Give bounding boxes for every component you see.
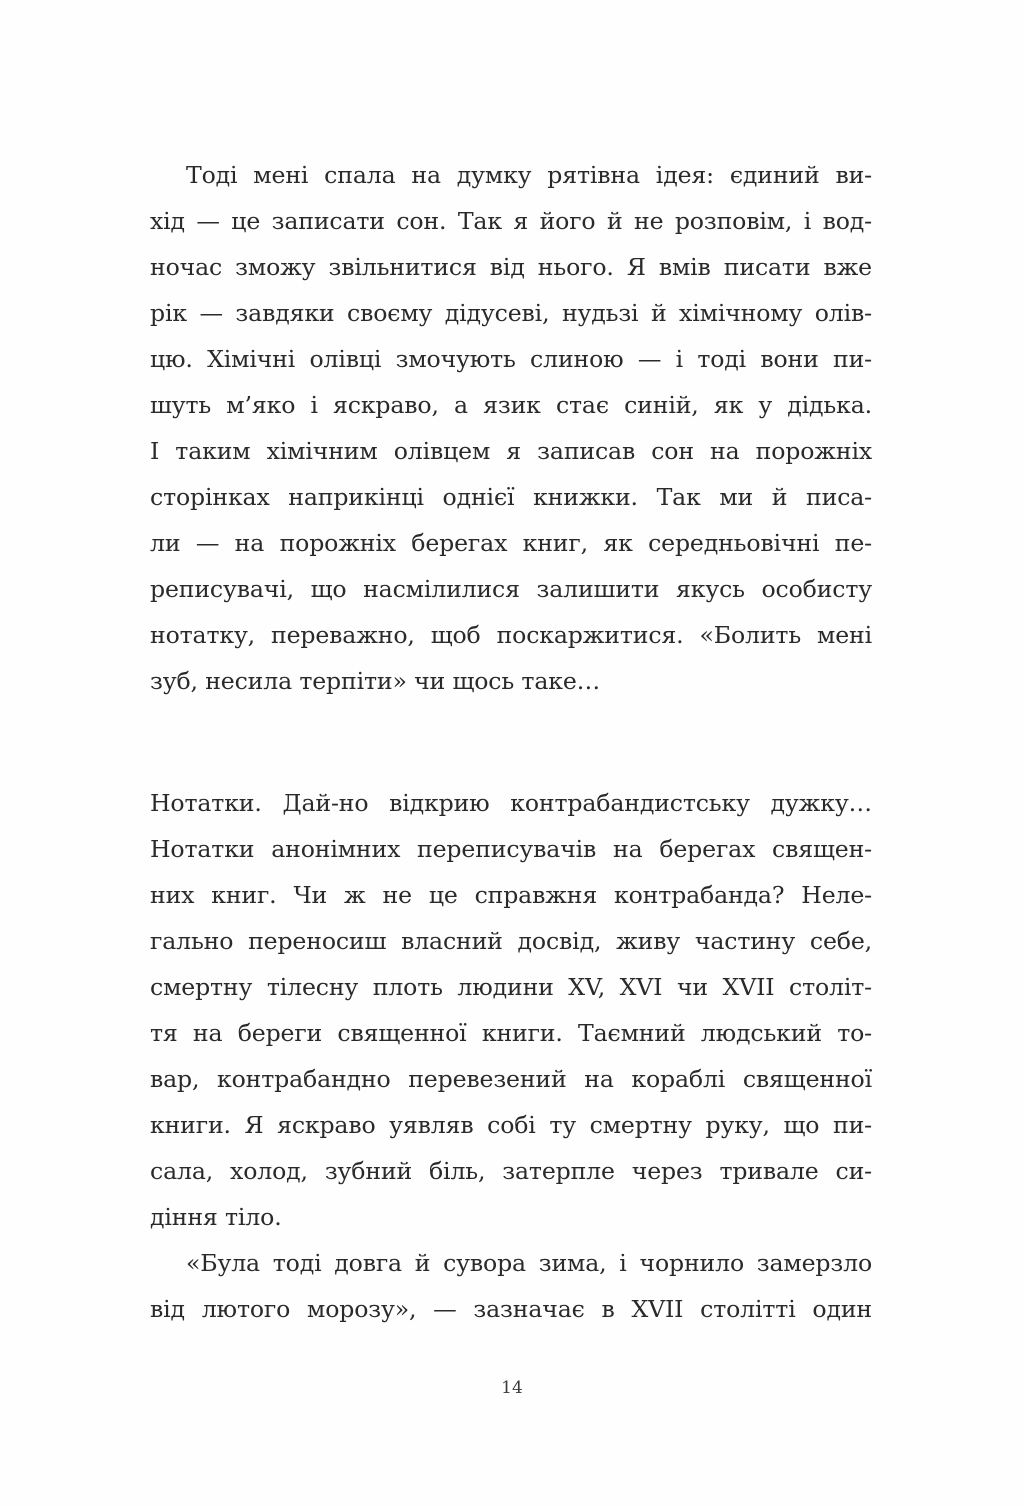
page-number: 14 <box>501 1378 523 1398</box>
text-line: вар, контрабандно перевезений на кораблі священної <box>150 1065 872 1093</box>
text-line: рік — завдяки своєму дідусеві, нудьзі й хімічному олів- <box>150 299 872 327</box>
text-line: «Була тоді довга й сувора зима, і чорнило замерзло <box>186 1249 872 1277</box>
text-line: сала, холод, зубний біль, затерпле через тривале си- <box>150 1157 872 1185</box>
text-line: нотатку, переважно, щоб поскаржитися. «Болить мені <box>150 621 872 649</box>
text-line: сторінках наприкінці однієї книжки. Так ми й писа- <box>150 483 872 511</box>
text-line: книги. Я яскраво уявляв собі ту смертну руку, що пи- <box>150 1111 872 1139</box>
text-line: від лютого морозу», — зазначає в XVII столітті один <box>150 1295 872 1323</box>
text-line: них книг. Чи ж не це справжня контрабанда? Нелe- <box>150 881 872 909</box>
text-line: І таким хімічним олівцем я записав сон на порожніх <box>150 437 872 465</box>
text-line: гально переносиш власний досвід, живу частину себе, <box>150 927 872 955</box>
text-line: Нотатки анонімних переписувачів на берегах священ- <box>150 835 872 863</box>
text-line: ночас зможу звільнитися від нього. Я вмів писати вже <box>150 253 872 281</box>
text-line: ли — на порожніх берегах книг, як середньовічні пе- <box>150 529 872 557</box>
text-line: зуб, несила терпіти» чи щось таке… <box>150 667 601 695</box>
text-line: Нотатки. Дай-но відкрию контрабандистську дужку… <box>150 789 872 817</box>
paragraph-1 <box>150 152 872 704</box>
text-line: цю. Хімічні олівці змочують слиною — і тоді вони пи- <box>150 345 872 373</box>
text-line: реписувачі, що насмілилися залишити якусь особисту <box>150 575 872 603</box>
text-line: хід — це записати сон. Так я його й не розповім, і вод- <box>150 207 872 235</box>
text-line: діння тіло. <box>150 1203 282 1231</box>
text-line: тя на береги священної книги. Таємний людський то- <box>150 1019 872 1047</box>
text-line: Тоді мені спала на думку рятівна ідея: єдиний ви- <box>186 161 872 189</box>
text-line: шуть м’яко і яскраво, а язик стає синій, як у дідька. <box>150 391 872 419</box>
paragraph-2 <box>150 780 872 1332</box>
text-line: смертну тілесну плоть людини XV, XVI чи XVII століт- <box>150 973 872 1001</box>
